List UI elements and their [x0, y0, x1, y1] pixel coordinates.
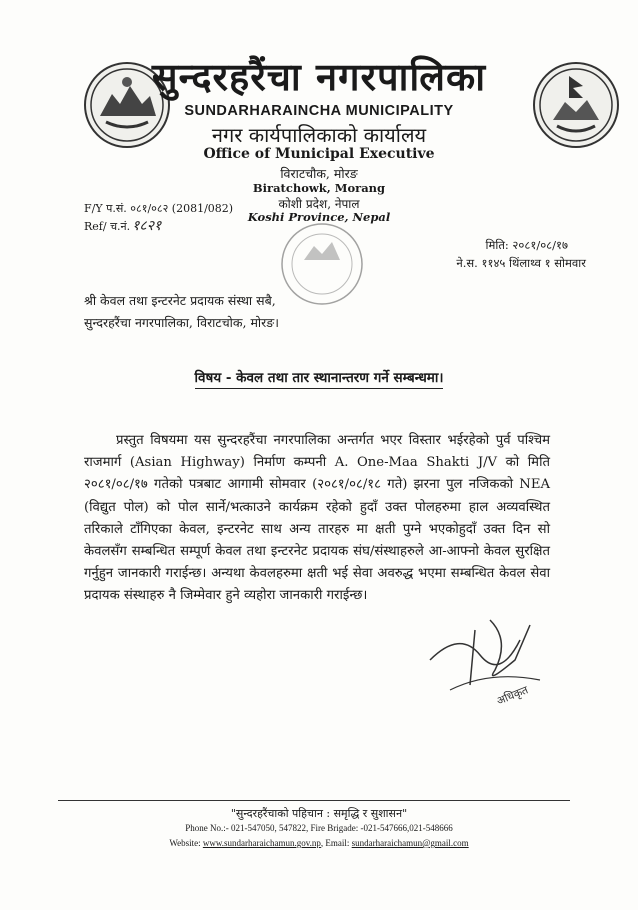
address-np: विराटचौक, मोरङ — [280, 166, 358, 181]
footer-divider — [58, 800, 570, 801]
email-link[interactable]: sundarharaichamun@gmail.com — [351, 838, 469, 848]
letter-subject — [0, 368, 638, 386]
letter-body: प्रस्तुत विषयमा यस सुन्दरहरैंचा नगरपालिका अन्तर्गत भएर विस्तार भईरहेको पुर्व पश्चिम राजमार्ग (Asian Highway) निर्माण कम्पनी A. One-Maa Shakti J/V को मिति २०८१/०८/१७ गतेको पत्रबाट आगामी सोमवार (२०८१/०८/१८ गते) झरना पुल नजिकको NEA (विद्युत पोल) को पोल सार्ने/भत्काउने कार्यक्रम रहेको हुदाँ उक्त पोलहरुमा हाल अव्यवस्थित तरिकाले टाँगिएका केवल, इन्टरनेट साथ अन्य तारहरु मा क्षती पुग्ने भएकोहुदाँ उक्त दिन सो केवलसँग सम्बन्धित सम्पूर्ण केवल तथा इन्टरनेट प्रदायक संघ/संस्थाहरुले आ-आफ्नो केवल सुरक्षित गर्नुहुन जानकारी गराईन्छ। अन्यथा केवलहरुमा क्षती भई सेवा अवरुद्ध भएमा सम्बन्धित केवल सेवा प्रदायक संस्थाहरु नै जिम्मेवार हुने व्यहोरा जानकारी गराईन्छ। — [84, 433, 550, 604]
date-value: २०८१/०८/१७ — [512, 238, 568, 252]
subject-text: विषय - केवल तथा तार स्थानान्तरण गर्ने सम्बन्धमा। — [195, 370, 444, 389]
date-label: मिति: — [485, 238, 509, 252]
footer-contact — [0, 838, 638, 848]
official-stamp — [278, 220, 366, 308]
recipient-line-1: श्री केवल तथा इन्टरनेट प्रदायक संस्था सबै, — [84, 293, 276, 308]
signature-stamp-text: अधिकृत — [494, 683, 530, 708]
nepal-sambat-date: ने.स. ११४५ थिंलाथ्व १ सोमवार — [456, 256, 586, 270]
stamp-icon — [278, 220, 366, 308]
municipality-title-np: सुन्दरहरैंचा नगरपालिका — [151, 54, 487, 99]
province-en: Koshi Province, Nepal — [247, 210, 391, 224]
footer-slogan: "सुन्दरहरैंचाको पहिचान : समृद्धि र सुशासन" — [230, 807, 408, 820]
footer-phone: Phone No.:- 021-547050, 547822, Fire Brigade: -021-547666,021-548666 — [185, 823, 453, 833]
handwritten-signature-icon — [420, 600, 560, 720]
municipality-title-en: SUNDARHARAINCHA MUNICIPALITY — [184, 103, 454, 119]
website-label: Website: — [169, 838, 201, 848]
office-title-en: Office of Municipal Executive — [203, 146, 435, 162]
email-label: , Email: — [320, 838, 350, 848]
website-link[interactable]: www.sundarharaichamun.gov.np — [202, 838, 321, 848]
letter-date — [485, 238, 568, 253]
signature — [420, 600, 560, 720]
recipient-line-2: सुन्दरहरैंचा नगरपालिका, विराटचोक, मोरङ। — [84, 315, 279, 330]
province-np: कोशी प्रदेश, नेपाल — [278, 197, 360, 211]
ref-label: Ref/ च.नं. — [84, 220, 131, 233]
office-title-np: नगर कार्यपालिकाको कार्यालय — [211, 123, 427, 147]
reference-number — [84, 216, 161, 235]
ref-value: १८२१ — [132, 218, 162, 234]
fy-label: F/Y प.सं. — [84, 202, 127, 215]
address-en: Biratchowk, Morang — [252, 181, 386, 195]
fiscal-year — [84, 201, 233, 216]
fy-value: ०८१/०८२ (2081/082) — [130, 202, 234, 215]
